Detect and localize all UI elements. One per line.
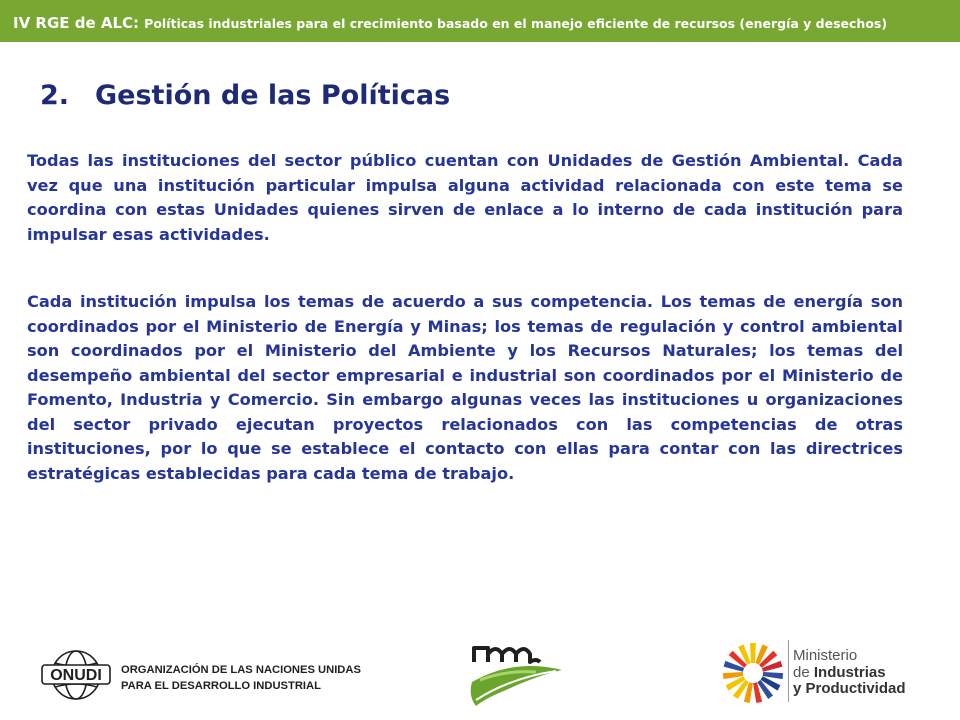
ministry-flower-logo-icon <box>720 640 786 706</box>
ministry-name <box>793 648 906 698</box>
header-lead: IV RGE de ALC: <box>13 14 140 32</box>
unido-name-line-1: ORGANIZACIÓN DE LAS NACIONES UNIDAS <box>121 664 361 676</box>
unido-logo-icon <box>40 648 112 702</box>
unido-name <box>121 662 361 694</box>
ministry-name-line-3: y Productividad <box>793 680 906 697</box>
ministry-name-line-2 <box>793 665 906 682</box>
leaf-logo-icon <box>466 640 566 710</box>
slide-title <box>40 80 450 111</box>
unido-name-line-2: PARA EL DESARROLLO INDUSTRIAL <box>121 680 321 692</box>
slide-header-bar <box>0 0 960 42</box>
title-text: Gestión de las Políticas <box>95 80 451 111</box>
header-subtitle: Políticas industriales para el crecimiento basado en el manejo eficiente de recursos (energía y desechos) <box>144 16 888 31</box>
ministry-name-line-1: Ministerio <box>793 647 858 664</box>
ministry-name-line-2-text: de Industrias <box>793 663 886 681</box>
title-number: 2. <box>40 80 70 111</box>
ministry-name-industrias: Industrias <box>813 663 886 681</box>
paragraph-1: Todas las instituciones del sector público cuentan con Unidades de Gestión Ambiental. Cada vez que una institución particular impulsa alguna actividad relacionada con este tema se coordina con estas Unidades quienes sirven de enlace a lo interno de cada institución para impulsar esas actividades. <box>27 151 903 244</box>
unido-logo-text: ONUDI <box>50 667 102 684</box>
paragraph-2: Cada institución impulsa los temas de acuerdo a sus competencia. Los temas de energía son coordinados por el Ministerio de Energía y Minas; los temas de regulación y control ambiental son coordinados por el Ministerio del Ambiente y los Recursos Naturales; los temas del desempeño ambiental del sector empresarial e industrial son coordinados por el Ministerio de Fomento, Industria y Comercio. Sin embargo algunas veces las instituciones u organizaciones del sector privado ejecutan proyectos relacionados con las competencias de otras instituciones, por lo que se establece el contacto con ellas para contar con las directrices estratégicas establecidas para cada tema de trabajo. <box>27 292 903 483</box>
logo-divider <box>788 640 789 702</box>
